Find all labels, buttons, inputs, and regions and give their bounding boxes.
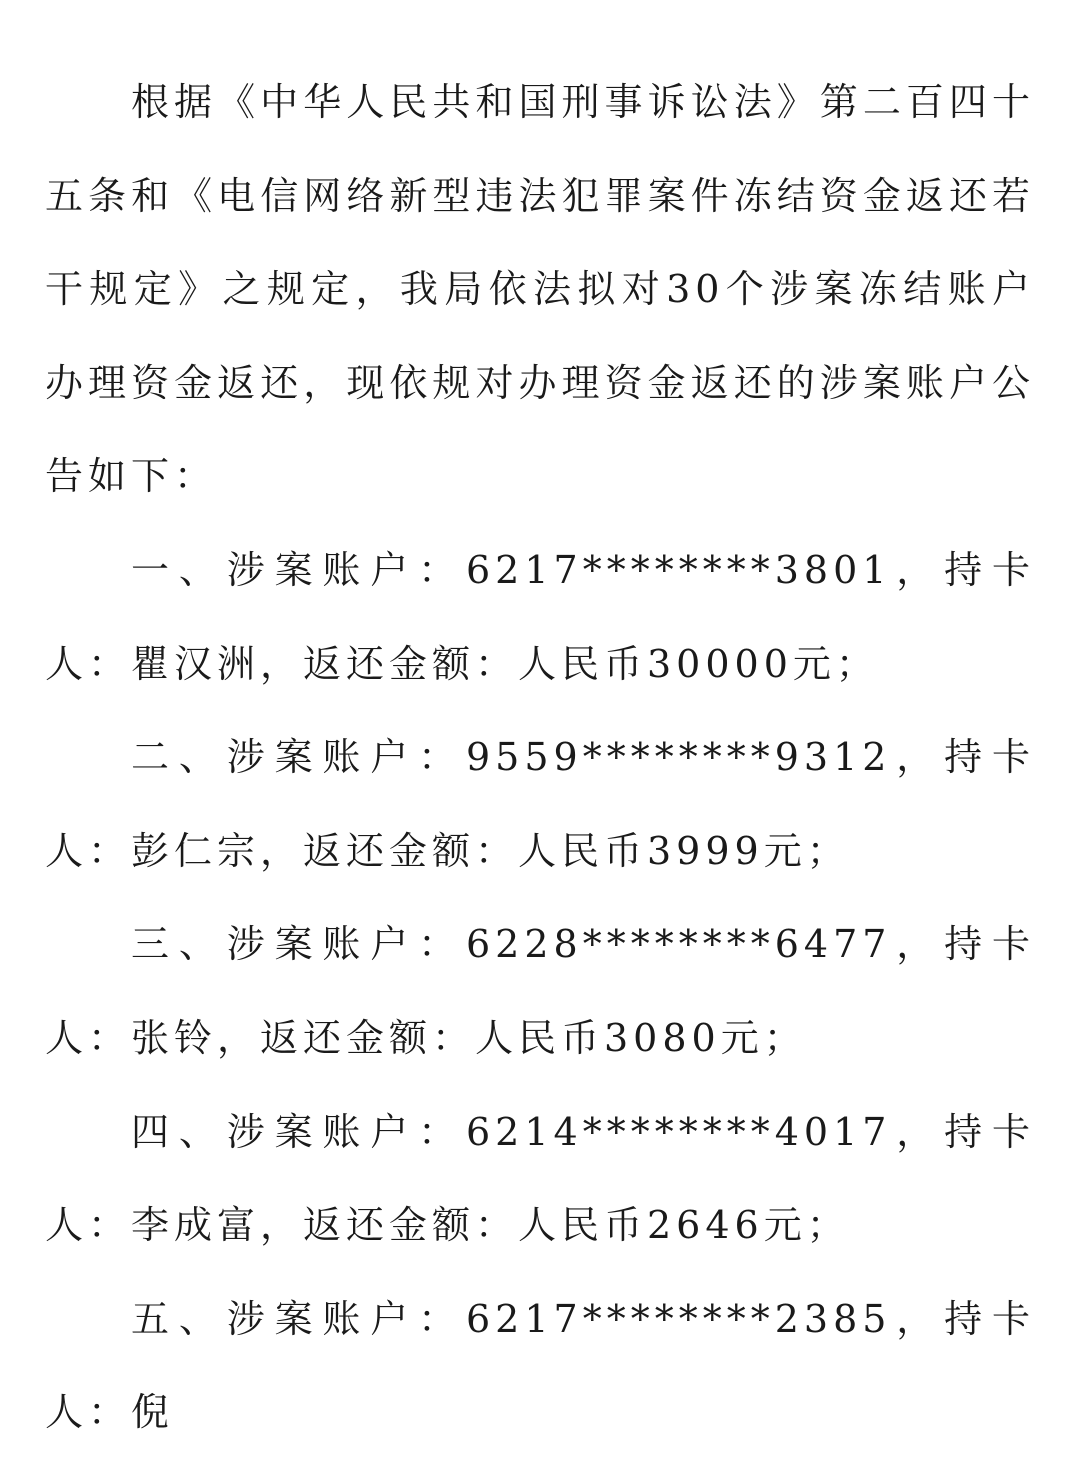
account-item-3: 三、涉案账户：6228********6477，持卡人：张铃，返还金额：人民币3080元； — [45, 922, 1035, 1060]
document-body — [45, 56, 1035, 1460]
intro-paragraph: 根据《中华人民共和国刑事诉讼法》第二百四十五条和《电信网络新型违法犯罪案件冻结资金返还若干规定》之规定，我局依法拟对30个涉案冻结账户办理资金返还，现依规对办理资金返还的涉案账户公告如下： — [45, 80, 1035, 499]
account-item-5: 五、涉案账户：6217********2385，持卡人：倪 — [45, 1296, 1035, 1435]
account-item-1: 一、涉案账户：6217********3801，持卡人：瞿汉洲，返还金额：人民币30000元； — [45, 547, 1035, 686]
account-item-2: 二、涉案账户：9559********9312，持卡人：彭仁宗，返还金额：人民币3999元； — [45, 735, 1035, 873]
account-item-4: 四、涉案账户：6214********4017，持卡人：李成富，返还金额：人民币2646元； — [45, 1109, 1035, 1248]
